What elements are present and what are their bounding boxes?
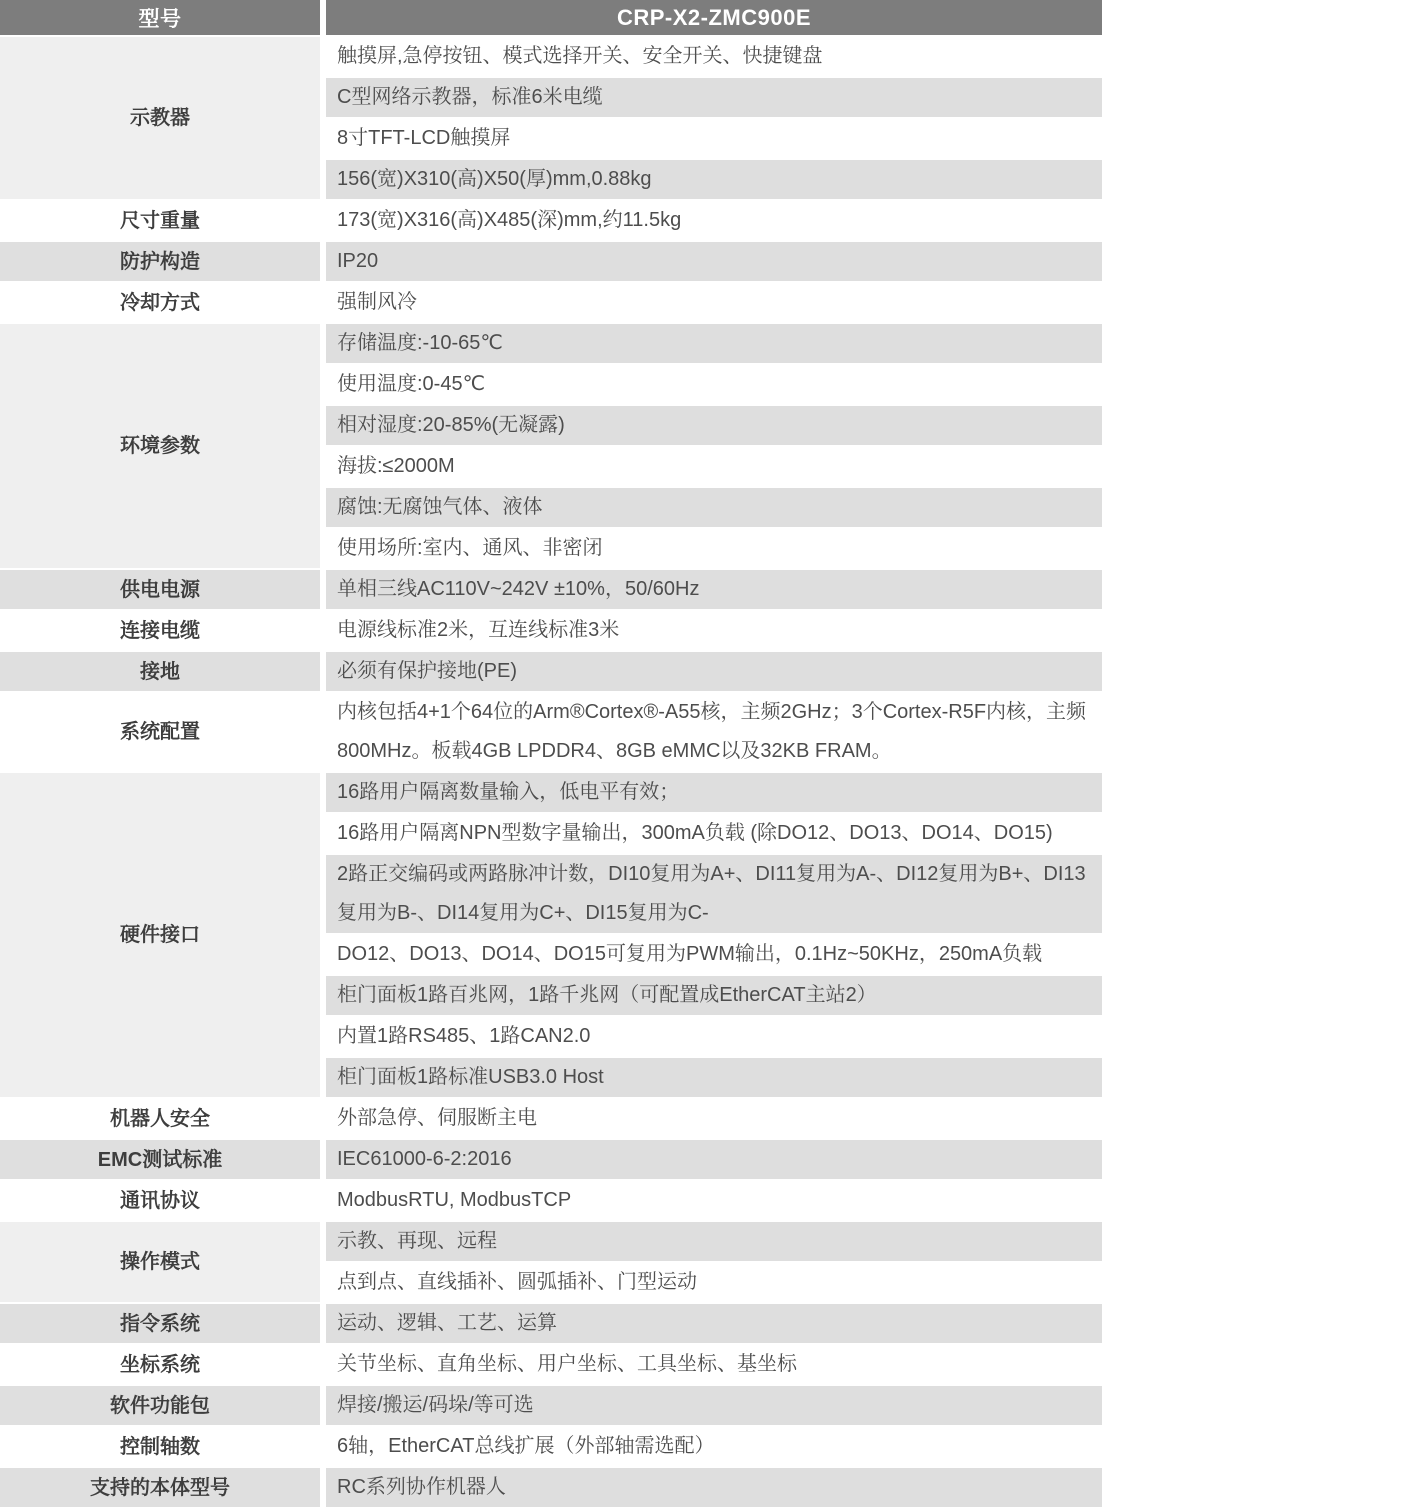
spec-group (0, 693, 1102, 771)
spec-value-row: 6轴，EtherCAT总线扩展（外部轴需选配） (326, 1427, 1102, 1466)
spec-value-row: 腐蚀:无腐蚀气体、液体 (326, 488, 1102, 527)
spec-group-label: 接地 (0, 652, 320, 691)
spec-value-row: 海拔:≤2000M (326, 447, 1102, 486)
spec-value-row: C型网络示教器，标准6米电缆 (326, 78, 1102, 117)
spec-group (0, 1099, 1102, 1138)
spec-group-rows (326, 1304, 1102, 1343)
spec-group-label: 控制轴数 (0, 1427, 320, 1466)
spec-group-rows (326, 611, 1102, 650)
spec-group-rows (326, 324, 1102, 568)
spec-group-rows (326, 1181, 1102, 1220)
spec-value-row: 必须有保护接地(PE) (326, 652, 1102, 691)
spec-group (0, 773, 1102, 1097)
spec-value-row: 示教、再现、远程 (326, 1222, 1102, 1261)
spec-group-label: 防护构造 (0, 242, 320, 281)
spec-value-row: ModbusRTU, ModbusTCP (326, 1181, 1102, 1220)
spec-group (0, 611, 1102, 650)
spec-value-row: 焊接/搬运/码垛/等可选 (326, 1386, 1102, 1425)
spec-group (0, 1468, 1102, 1507)
spec-value-row: 内置1路RS485、1路CAN2.0 (326, 1017, 1102, 1056)
spec-value-row: IP20 (326, 242, 1102, 281)
spec-group-rows (326, 1468, 1102, 1507)
spec-group-label: 环境参数 (0, 324, 320, 568)
spec-group (0, 37, 1102, 199)
spec-group (0, 1222, 1102, 1302)
spec-group (0, 1427, 1102, 1466)
spec-group-label: 软件功能包 (0, 1386, 320, 1425)
spec-value-row: 强制风冷 (326, 283, 1102, 322)
spec-group-rows (326, 1140, 1102, 1179)
header-model-value: CRP-X2-ZMC900E (326, 0, 1102, 35)
spec-group-label: 坐标系统 (0, 1345, 320, 1384)
spec-value-row: 2路正交编码或两路脉冲计数，DI10复用为A+、DI11复用为A-、DI12复用为B+、DI13复用为B-、DI14复用为C+、DI15复用为C- (326, 855, 1102, 933)
spec-value-row: 电源线标准2米，互连线标准3米 (326, 611, 1102, 650)
spec-value-row: 8寸TFT-LCD触摸屏 (326, 119, 1102, 158)
spec-group-rows (326, 773, 1102, 1097)
spec-group-rows (326, 1427, 1102, 1466)
spec-group-rows (326, 37, 1102, 199)
spec-value-row: IEC61000-6-2:2016 (326, 1140, 1102, 1179)
spec-group (0, 1140, 1102, 1179)
spec-value-row: 173(宽)X316(高)X485(深)mm,约11.5kg (326, 201, 1102, 240)
spec-group-label: EMC测试标准 (0, 1140, 320, 1179)
spec-value-row: RC系列协作机器人 (326, 1468, 1102, 1507)
spec-group-label: 供电电源 (0, 570, 320, 609)
spec-group-rows (326, 201, 1102, 240)
spec-value-row: 关节坐标、直角坐标、用户坐标、工具坐标、基坐标 (326, 1345, 1102, 1384)
spec-group (0, 652, 1102, 691)
spec-value-row: 柜门面板1路百兆网，1路千兆网（可配置成EtherCAT主站2） (326, 976, 1102, 1015)
spec-group (0, 242, 1102, 281)
header-model-label: 型号 (0, 0, 320, 35)
spec-value-row: 单相三线AC110V~242V ±10%，50/60Hz (326, 570, 1102, 609)
spec-group (0, 283, 1102, 322)
spec-group-rows (326, 283, 1102, 322)
spec-group-rows (326, 1099, 1102, 1138)
spec-value-row: 点到点、直线插补、圆弧插补、门型运动 (326, 1263, 1102, 1302)
spec-group-rows (326, 570, 1102, 609)
spec-value-row: 使用温度:0-45℃ (326, 365, 1102, 404)
spec-group-label: 支持的本体型号 (0, 1468, 320, 1507)
table-header-row (0, 0, 1102, 35)
spec-group-label: 冷却方式 (0, 283, 320, 322)
spec-value-row: DO12、DO13、DO14、DO15可复用为PWM输出，0.1Hz~50KHz，250mA负载 (326, 935, 1102, 974)
spec-group (0, 1304, 1102, 1343)
spec-value-row: 相对湿度:20-85%(无凝露) (326, 406, 1102, 445)
spec-value-row: 16路用户隔离NPN型数字量输出，300mA负载 (除DO12、DO13、DO14、DO15) (326, 814, 1102, 853)
spec-group-label: 尺寸重量 (0, 201, 320, 240)
spec-group-rows (326, 242, 1102, 281)
spec-group-label: 示教器 (0, 37, 320, 199)
spec-group (0, 201, 1102, 240)
spec-group-rows (326, 652, 1102, 691)
spec-group (0, 324, 1102, 568)
spec-group-label: 连接电缆 (0, 611, 320, 650)
spec-value-row: 存储温度:-10-65℃ (326, 324, 1102, 363)
spec-group-rows (326, 1386, 1102, 1425)
spec-value-row: 16路用户隔离数量输入，低电平有效； (326, 773, 1102, 812)
spec-group-label: 机器人安全 (0, 1099, 320, 1138)
spec-value-row: 外部急停、伺服断主电 (326, 1099, 1102, 1138)
spec-value-row: 柜门面板1路标准USB3.0 Host (326, 1058, 1102, 1097)
spec-group (0, 1386, 1102, 1425)
spec-group-rows (326, 1222, 1102, 1302)
spec-value-row: 156(宽)X310(高)X50(厚)mm,0.88kg (326, 160, 1102, 199)
spec-group (0, 570, 1102, 609)
spec-value-row: 使用场所:室内、通风、非密闭 (326, 529, 1102, 568)
spec-value-row: 运动、逻辑、工艺、运算 (326, 1304, 1102, 1343)
spec-group-label: 硬件接口 (0, 773, 320, 1097)
spec-group-label: 系统配置 (0, 693, 320, 771)
spec-group-label: 指令系统 (0, 1304, 320, 1343)
spec-group-label: 操作模式 (0, 1222, 320, 1302)
spec-group-rows (326, 693, 1102, 771)
spec-group-rows (326, 1345, 1102, 1384)
spec-groups (0, 37, 1102, 1507)
spec-group (0, 1181, 1102, 1220)
spec-group (0, 1345, 1102, 1384)
spec-value-row: 内核包括4+1个64位的Arm®Cortex®-A55核，主频2GHz；3个Cortex-R5F内核，主频800MHz。板载4GB LPDDR4、8GB eMMC以及32KB FRAM。 (326, 693, 1102, 771)
spec-value-row: 触摸屏,急停按钮、模式选择开关、安全开关、快捷键盘 (326, 37, 1102, 76)
spec-group-label: 通讯协议 (0, 1181, 320, 1220)
